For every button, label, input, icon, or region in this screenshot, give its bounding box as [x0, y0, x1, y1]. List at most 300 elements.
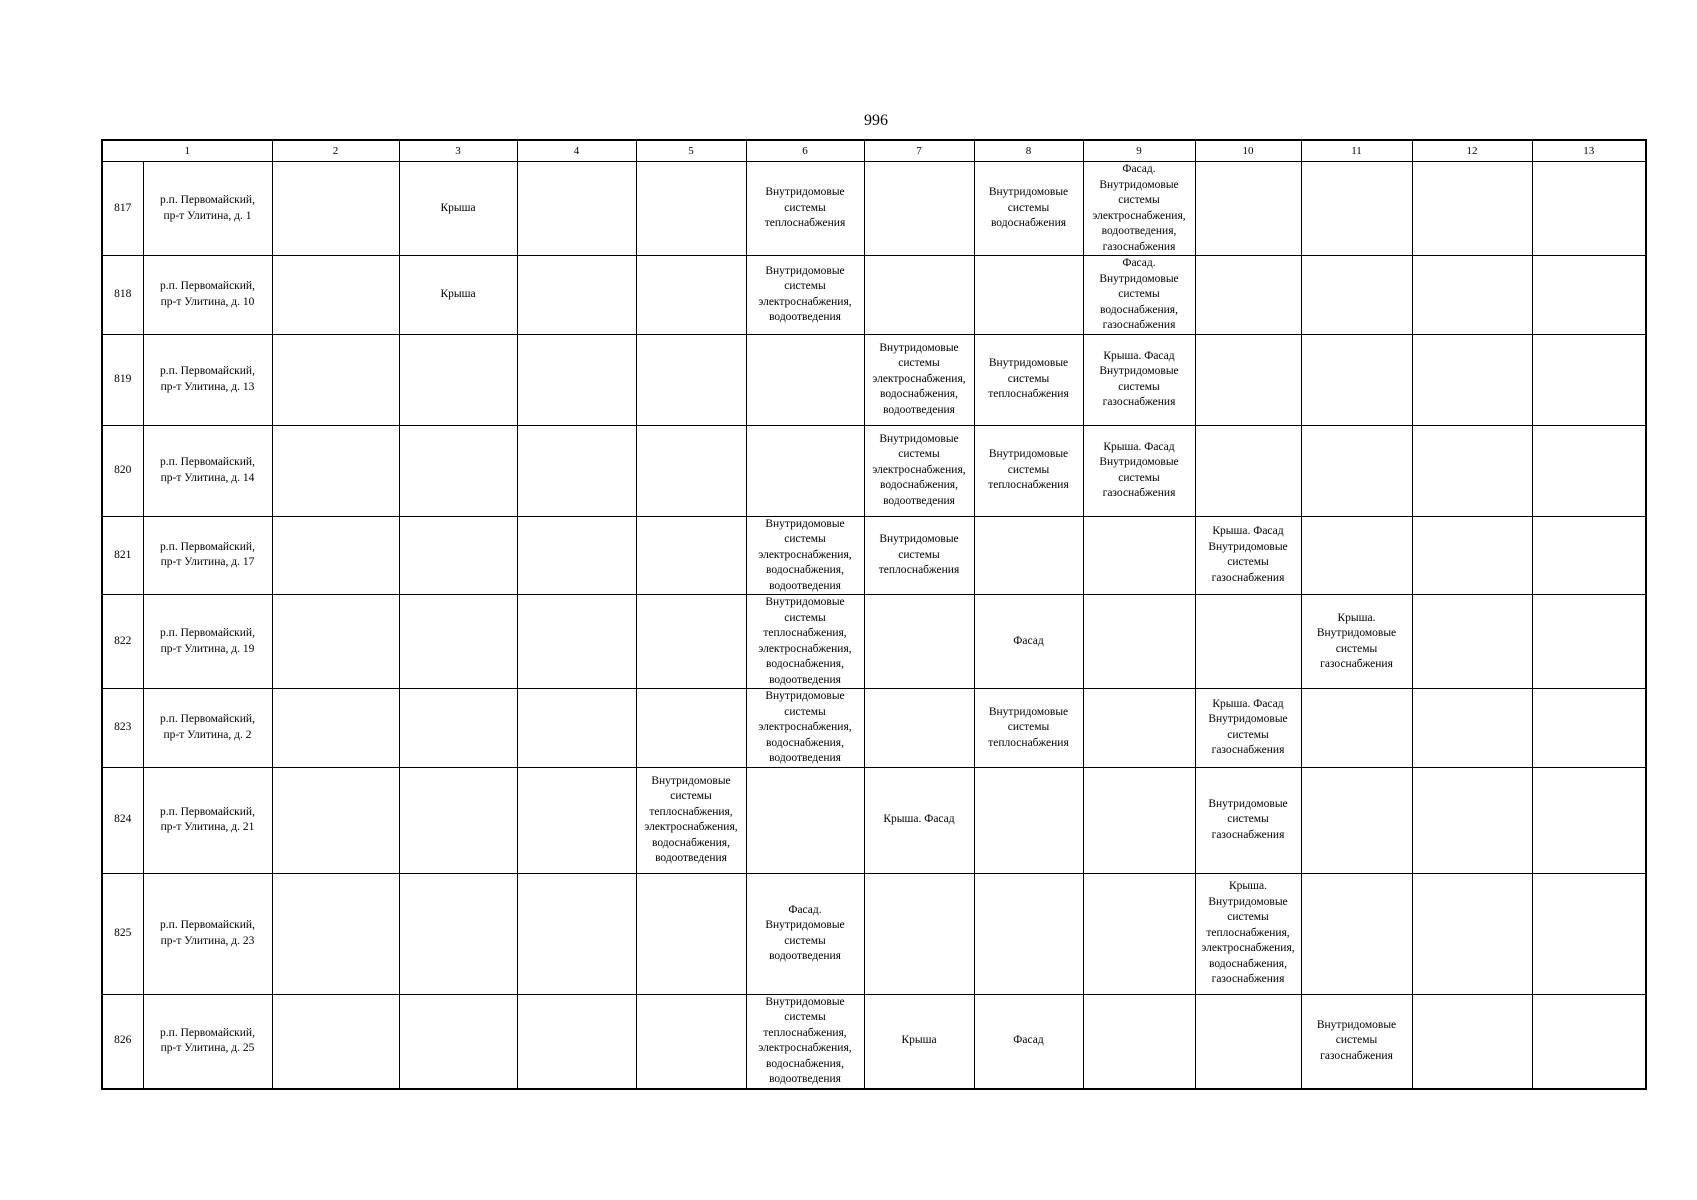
work-cell-col-4	[517, 162, 636, 256]
work-cell-col-13	[1532, 334, 1646, 425]
work-type-line: системы	[784, 705, 826, 718]
work-cell-col-11	[1301, 334, 1412, 425]
work-cell-col-2	[272, 162, 399, 256]
work-cell-col-5	[636, 516, 746, 595]
column-number-2: 2	[272, 140, 399, 162]
work-cell-col-12	[1412, 994, 1532, 1089]
work-cell-col-7	[864, 162, 974, 256]
work-type-line: Внутридомовые	[879, 432, 959, 445]
work-type-line: Фасад	[1013, 1034, 1044, 1047]
work-cell-col-3	[399, 689, 517, 768]
work-type-line: газоснабжения	[1102, 240, 1176, 253]
page-number: 996	[864, 112, 888, 129]
work-type-line: Крыша.	[1337, 611, 1376, 624]
table-row	[102, 516, 1646, 595]
work-type-line: электроснабжения,	[758, 721, 852, 733]
column-number-1: 1	[102, 140, 272, 162]
work-type-line: системы	[898, 548, 940, 561]
work-cell-col-10	[1195, 256, 1301, 335]
work-cell-col-6	[746, 873, 864, 994]
work-cell-col-13	[1532, 689, 1646, 768]
address-line: р.п. Первомайский,	[160, 280, 255, 293]
address-line: р.п. Первомайский,	[160, 713, 255, 726]
work-type-line: системы	[1227, 556, 1269, 569]
column-number-8: 8	[974, 140, 1083, 162]
work-type-line: системы	[1227, 813, 1269, 826]
row-number-cell: 819	[102, 334, 143, 425]
work-cell-col-2	[272, 256, 399, 335]
work-cell-col-11	[1301, 873, 1412, 994]
work-cell-col-13	[1532, 994, 1646, 1089]
work-cell-col-6	[746, 689, 864, 768]
work-cell-col-11	[1301, 994, 1412, 1089]
work-type-line: электроснабжения,	[872, 463, 966, 476]
work-type-line: системы	[1118, 471, 1160, 484]
work-cell-col-12	[1412, 767, 1532, 873]
work-cell-col-10	[1195, 767, 1301, 873]
address-cell	[143, 334, 272, 425]
work-cell-col-9	[1083, 994, 1195, 1089]
work-type-line: системы	[784, 611, 826, 624]
work-type-line: Крыша	[440, 201, 476, 214]
work-cell-col-13	[1532, 767, 1646, 873]
work-type-line: Внутридомовые	[1208, 895, 1288, 908]
address-line: р.п. Первомайский,	[160, 805, 255, 818]
work-cell-col-11	[1301, 595, 1412, 689]
work-cell-col-9	[1083, 256, 1195, 335]
work-cell-col-9	[1083, 516, 1195, 595]
work-type-line: системы	[1007, 463, 1050, 476]
address-line: пр-т Улитина, д. 13	[160, 380, 255, 393]
work-type-line: Внутридомовые	[1099, 272, 1179, 285]
work-type-line: электроснабжения,	[758, 642, 852, 655]
work-cell-col-9	[1083, 425, 1195, 516]
repair-schedule-table	[101, 139, 1647, 1090]
work-cell-col-13	[1532, 425, 1646, 516]
work-cell-col-9	[1083, 767, 1195, 873]
work-type-line: Внутридомовые	[765, 517, 845, 530]
work-type-line: системы	[784, 934, 826, 947]
work-type-line: электроснабжения,	[758, 1042, 852, 1054]
work-type-line: системы	[1227, 728, 1269, 741]
work-cell-col-4	[517, 334, 636, 425]
work-cell-col-3	[399, 767, 517, 873]
work-cell-col-13	[1532, 873, 1646, 994]
work-type-line: Внутридомовые	[879, 341, 959, 354]
work-type-line: теплоснабжения,	[649, 805, 733, 818]
work-cell-col-5	[636, 767, 746, 873]
work-cell-col-8	[974, 767, 1083, 873]
work-type-line: Внутридомовые	[1208, 797, 1288, 810]
work-cell-col-3	[399, 256, 517, 335]
work-cell-col-6	[746, 595, 864, 689]
work-type-line: теплоснабжения,	[763, 1026, 847, 1039]
work-type-line: газоснабжения	[1320, 1049, 1393, 1062]
work-cell-col-5	[636, 595, 746, 689]
work-cell-col-2	[272, 334, 399, 425]
work-type-line: Внутридомовые	[1316, 1018, 1397, 1031]
work-type-line: электроснабжения,	[1201, 942, 1295, 955]
column-number-4: 4	[517, 140, 636, 162]
address-line: р.п. Первомайский,	[160, 919, 255, 931]
work-cell-col-10	[1195, 516, 1301, 595]
address-line: р.п. Первомайский,	[160, 627, 255, 639]
work-cell-col-9	[1083, 873, 1195, 994]
work-cell-col-6	[746, 994, 864, 1089]
work-cell-col-5	[636, 162, 746, 256]
address-line: пр-т Улитина, д. 23	[160, 934, 255, 947]
row-number-cell: 817	[102, 162, 143, 256]
row-number-cell: 826	[102, 994, 143, 1089]
work-type-line: системы	[670, 790, 712, 802]
work-cell-col-4	[517, 994, 636, 1089]
work-type-line: теплоснабжения,	[763, 627, 847, 639]
column-number-5: 5	[636, 140, 746, 162]
work-cell-col-5	[636, 689, 746, 768]
work-type-line: системы	[1118, 288, 1160, 300]
work-cell-col-3	[399, 516, 517, 595]
work-type-line: газоснабжения	[1211, 744, 1285, 757]
address-cell	[143, 873, 272, 994]
work-cell-col-5	[636, 256, 746, 335]
work-type-line: Фасад.	[1122, 257, 1156, 269]
address-line: пр-т Улитина, д. 10	[160, 295, 255, 308]
work-type-line: Внутридомовые	[1208, 713, 1288, 726]
work-cell-col-6	[746, 256, 864, 335]
work-cell-col-9	[1083, 595, 1195, 689]
work-type-line: теплоснабжения	[764, 217, 846, 230]
row-number-cell: 820	[102, 425, 143, 516]
work-cell-col-13	[1532, 162, 1646, 256]
address-line: пр-т Улитина, д. 21	[160, 821, 255, 833]
address-line: р.п. Первомайский,	[160, 540, 255, 553]
work-cell-col-5	[636, 425, 746, 516]
work-cell-col-10	[1195, 425, 1301, 516]
work-type-line: системы	[898, 357, 940, 370]
work-cell-col-5	[636, 334, 746, 425]
work-cell-col-12	[1412, 689, 1532, 768]
work-type-line: Фасад.	[1122, 163, 1156, 175]
work-cell-col-8	[974, 516, 1083, 595]
row-number-cell: 824	[102, 767, 143, 873]
row-number-cell: 821	[102, 516, 143, 595]
table-row	[102, 994, 1646, 1089]
address-line: р.п. Первомайский,	[160, 194, 255, 206]
address-cell	[143, 425, 272, 516]
table-row	[102, 767, 1646, 873]
work-type-line: водоснабжения,	[766, 658, 844, 670]
work-type-line: водоснабжения,	[652, 836, 730, 849]
work-type-line: системы	[1335, 1034, 1378, 1047]
work-cell-col-7	[864, 595, 974, 689]
column-number-10: 10	[1195, 140, 1301, 162]
work-type-line: системы	[1007, 721, 1050, 733]
work-cell-col-2	[272, 767, 399, 873]
work-cell-col-12	[1412, 595, 1532, 689]
work-cell-col-11	[1301, 256, 1412, 335]
work-type-line: системы	[784, 201, 826, 214]
address-line: пр-т Улитина, д. 14	[160, 471, 255, 484]
address-line: пр-т Улитина, д. 1	[163, 209, 252, 222]
work-type-line: теплоснабжения	[988, 736, 1069, 749]
work-type-line: водоснабжения,	[766, 736, 844, 749]
table-row	[102, 256, 1646, 335]
work-cell-col-5	[636, 873, 746, 994]
work-type-line: газоснабжения	[1102, 487, 1176, 499]
column-number-9: 9	[1083, 140, 1195, 162]
work-cell-col-10	[1195, 994, 1301, 1089]
work-cell-col-4	[517, 256, 636, 335]
address-cell	[143, 256, 272, 335]
work-cell-col-4	[517, 516, 636, 595]
work-type-line: Фасад	[1013, 634, 1044, 647]
work-type-line: Внутридомовые	[879, 533, 959, 545]
work-type-line: Крыша	[440, 288, 476, 300]
work-type-line: системы	[784, 533, 826, 545]
work-type-line: системы	[784, 1011, 826, 1023]
table-row	[102, 689, 1646, 768]
work-cell-col-10	[1195, 595, 1301, 689]
work-cell-col-10	[1195, 689, 1301, 768]
address-cell	[143, 689, 272, 768]
work-cell-col-3	[399, 873, 517, 994]
work-cell-col-8	[974, 595, 1083, 689]
row-number-cell: 822	[102, 595, 143, 689]
work-type-line: теплоснабжения,	[1206, 926, 1290, 939]
work-cell-col-11	[1301, 516, 1412, 595]
table-row	[102, 334, 1646, 425]
work-cell-col-11	[1301, 162, 1412, 256]
work-cell-col-9	[1083, 689, 1195, 768]
work-cell-col-10	[1195, 334, 1301, 425]
work-type-line: Крыша.	[1229, 880, 1267, 893]
work-type-line: системы	[1227, 911, 1269, 924]
work-cell-col-13	[1532, 256, 1646, 335]
work-type-line: Внутридомовые	[1099, 178, 1179, 191]
work-type-line: электроснабжения,	[758, 548, 852, 561]
column-number-13: 13	[1532, 140, 1646, 162]
work-type-line: водоотведения,	[1101, 225, 1177, 237]
work-cell-col-3	[399, 425, 517, 516]
work-cell-col-11	[1301, 767, 1412, 873]
work-cell-col-4	[517, 873, 636, 994]
work-cell-col-11	[1301, 689, 1412, 768]
address-line: пр-т Улитина, д. 19	[160, 642, 255, 655]
work-type-line: Внутридомовые	[988, 448, 1069, 461]
work-type-line: Внутридомовые	[765, 690, 845, 702]
work-type-line: Внутридомовые	[651, 774, 731, 787]
column-number-12: 12	[1412, 140, 1532, 162]
work-type-line: водоснабжения	[990, 217, 1067, 230]
work-type-line: газоснабжения	[1102, 396, 1176, 408]
work-cell-col-2	[272, 994, 399, 1089]
work-type-line: системы	[1007, 201, 1050, 214]
work-cell-col-8	[974, 256, 1083, 335]
work-type-line: водоотведения	[769, 752, 841, 764]
work-cell-col-10	[1195, 162, 1301, 256]
work-type-line: Внутридомовые	[765, 186, 845, 199]
address-line: пр-т Улитина, д. 25	[160, 1042, 255, 1054]
work-cell-col-4	[517, 595, 636, 689]
work-type-line: Внутридомовые	[988, 357, 1069, 370]
work-cell-col-12	[1412, 334, 1532, 425]
work-type-line: электроснабжения,	[644, 821, 738, 833]
work-type-line: теплоснабжения	[988, 388, 1069, 401]
work-type-line: водоотведения	[769, 311, 841, 324]
work-type-line: водоснабжения,	[1209, 957, 1287, 970]
work-cell-col-12	[1412, 256, 1532, 335]
work-type-line: теплоснабжения	[988, 479, 1069, 492]
work-type-line: водоснабжения,	[1100, 303, 1178, 316]
work-type-line: системы	[1007, 372, 1050, 385]
work-type-line: Внутридомовые	[1099, 456, 1179, 468]
work-cell-col-11	[1301, 425, 1412, 516]
row-number-cell: 823	[102, 689, 143, 768]
table-row	[102, 595, 1646, 689]
address-line: пр-т Улитина, д. 17	[160, 556, 255, 569]
column-number-6: 6	[746, 140, 864, 162]
work-type-line: электроснабжения,	[1092, 209, 1186, 222]
work-cell-col-4	[517, 689, 636, 768]
work-type-line: системы	[1118, 380, 1160, 393]
work-cell-col-8	[974, 162, 1083, 256]
work-cell-col-3	[399, 994, 517, 1089]
address-cell	[143, 767, 272, 873]
work-type-line: водоснабжения,	[880, 388, 958, 401]
work-type-line: Внутридомовые	[765, 995, 845, 1008]
column-number-row	[102, 140, 1646, 162]
work-type-line: водоотведения	[769, 950, 841, 962]
work-type-line: газоснабжения	[1320, 658, 1393, 670]
work-cell-col-9	[1083, 334, 1195, 425]
work-cell-col-8	[974, 873, 1083, 994]
work-type-line: газоснабжения	[1211, 828, 1285, 841]
work-cell-col-6	[746, 162, 864, 256]
work-type-line: системы	[784, 280, 826, 293]
work-cell-col-3	[399, 334, 517, 425]
work-cell-col-13	[1532, 516, 1646, 595]
work-type-line: системы	[898, 448, 940, 461]
work-cell-col-2	[272, 425, 399, 516]
address-line: пр-т Улитина, д. 2	[163, 728, 252, 741]
work-type-line: системы	[1335, 642, 1378, 655]
work-cell-col-7	[864, 256, 974, 335]
work-cell-col-7	[864, 425, 974, 516]
work-type-line: Внутридомовые	[765, 596, 845, 608]
work-type-line: Крыша. Фасад	[1212, 697, 1284, 710]
work-cell-col-2	[272, 516, 399, 595]
work-cell-col-6	[746, 425, 864, 516]
work-cell-col-10	[1195, 873, 1301, 994]
work-type-line: теплоснабжения	[878, 564, 960, 576]
row-number-cell: 825	[102, 873, 143, 994]
work-cell-col-12	[1412, 162, 1532, 256]
work-cell-col-7	[864, 994, 974, 1089]
column-number-11: 11	[1301, 140, 1412, 162]
work-type-line: газоснабжения	[1211, 973, 1285, 986]
work-type-line: электроснабжения,	[758, 295, 852, 308]
work-cell-col-8	[974, 425, 1083, 516]
work-type-line: электроснабжения,	[872, 372, 966, 385]
work-cell-col-7	[864, 767, 974, 873]
address-line: р.п. Первомайский,	[160, 456, 255, 468]
table-row	[102, 873, 1646, 994]
work-cell-col-8	[974, 334, 1083, 425]
work-cell-col-3	[399, 162, 517, 256]
work-type-line: Крыша. Фасад	[1103, 440, 1175, 453]
work-cell-col-8	[974, 994, 1083, 1089]
work-type-line: водоотведения	[769, 579, 841, 592]
work-type-line: Внутридомовые	[1099, 365, 1179, 377]
work-cell-col-2	[272, 595, 399, 689]
work-type-line: водоснабжения,	[766, 1057, 844, 1070]
work-type-line: Внутридомовые	[988, 705, 1069, 718]
table-row	[102, 162, 1646, 256]
work-cell-col-5	[636, 994, 746, 1089]
work-cell-col-7	[864, 334, 974, 425]
work-cell-col-7	[864, 516, 974, 595]
work-cell-col-6	[746, 516, 864, 595]
work-cell-col-3	[399, 595, 517, 689]
address-cell	[143, 994, 272, 1089]
work-type-line: Крыша. Фасад	[1212, 525, 1284, 538]
work-type-line: водоотведения	[769, 1073, 841, 1085]
work-cell-col-8	[974, 689, 1083, 768]
address-line: р.п. Первомайский,	[160, 1026, 255, 1039]
address-line: р.п. Первомайский,	[160, 365, 255, 377]
row-number-cell: 818	[102, 256, 143, 335]
work-type-line: Внутридомовые	[1208, 540, 1288, 553]
work-type-line: газоснабжения	[1102, 319, 1176, 331]
work-type-line: Внутридомовые	[988, 186, 1069, 199]
work-type-line: системы	[1118, 194, 1160, 206]
work-cell-col-12	[1412, 873, 1532, 994]
work-cell-col-13	[1532, 595, 1646, 689]
work-type-line: водоотведения	[655, 852, 727, 864]
column-number-7: 7	[864, 140, 974, 162]
work-type-line: Внутридомовые	[1316, 627, 1397, 639]
work-cell-col-7	[864, 689, 974, 768]
work-cell-col-9	[1083, 162, 1195, 256]
work-type-line: Крыша. Фасад	[883, 813, 955, 826]
work-type-line: водоотведения	[883, 403, 955, 416]
work-cell-col-4	[517, 425, 636, 516]
work-cell-col-2	[272, 689, 399, 768]
work-type-line: Внутридомовые	[765, 264, 845, 277]
work-type-line: водоотведения	[883, 494, 955, 507]
work-cell-col-6	[746, 334, 864, 425]
work-type-line: газоснабжения	[1211, 571, 1285, 584]
work-type-line: Крыша	[901, 1034, 937, 1047]
work-cell-col-6	[746, 767, 864, 873]
work-type-line: водоснабжения,	[880, 479, 958, 492]
work-type-line: Крыша. Фасад	[1103, 349, 1175, 362]
work-cell-col-12	[1412, 425, 1532, 516]
work-cell-col-4	[517, 767, 636, 873]
address-cell	[143, 595, 272, 689]
table-row	[102, 425, 1646, 516]
work-cell-col-7	[864, 873, 974, 994]
address-cell	[143, 162, 272, 256]
work-type-line: водоотведения	[769, 673, 841, 686]
work-type-line: Внутридомовые	[765, 919, 845, 931]
column-number-3: 3	[399, 140, 517, 162]
work-type-line: Фасад.	[788, 903, 822, 916]
work-cell-col-12	[1412, 516, 1532, 595]
address-cell	[143, 516, 272, 595]
work-type-line: водоснабжения,	[766, 564, 844, 576]
work-cell-col-2	[272, 873, 399, 994]
